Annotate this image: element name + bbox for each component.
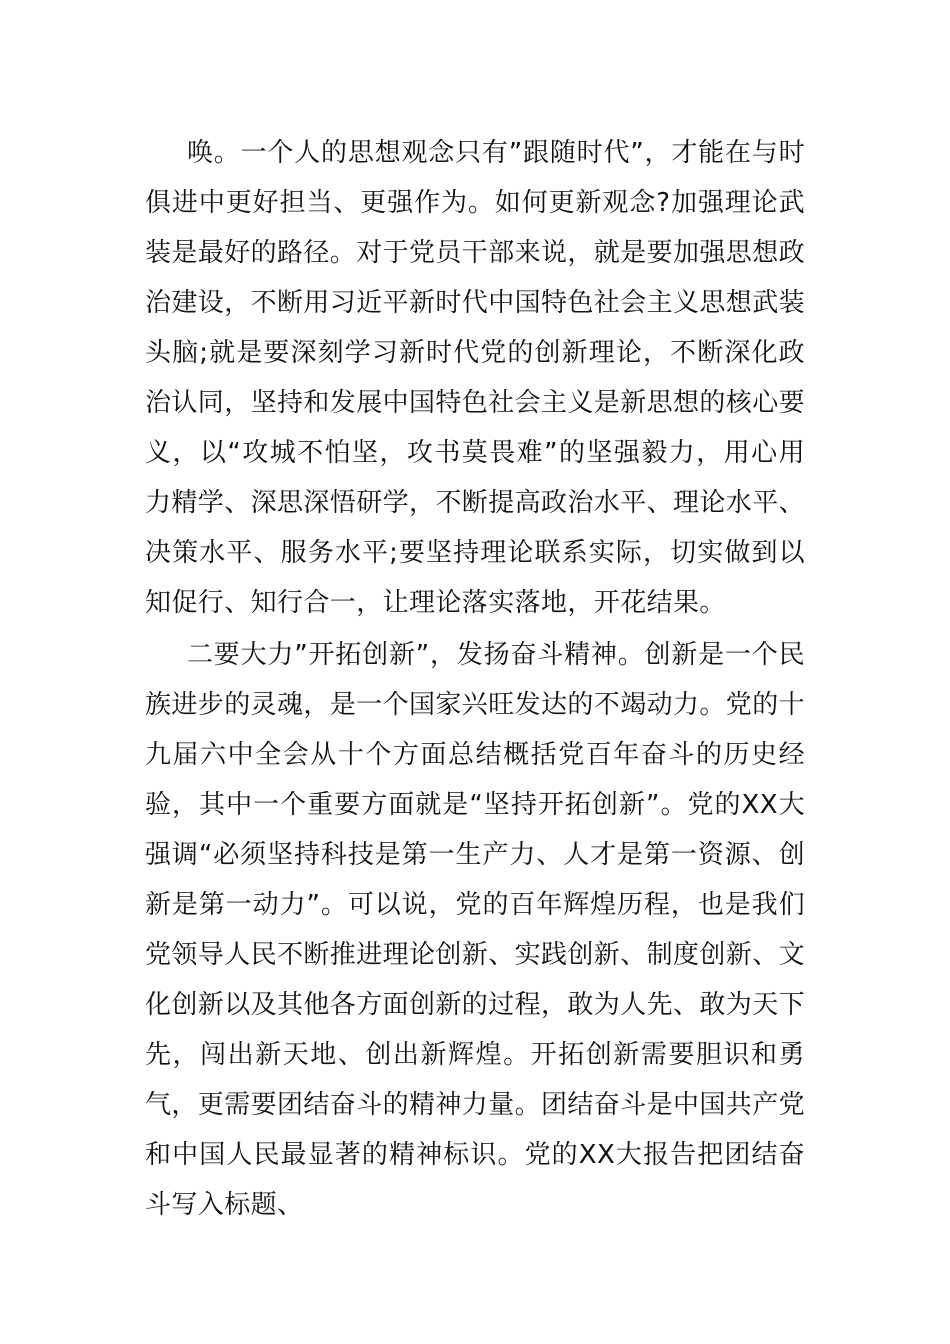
document-body bbox=[145, 128, 805, 1230]
paragraph-1: 唤。一个人的思想观念只有”跟随时代”，才能在与时俱进中更好担当、更强作为。如何更新观念?加强理论武装是最好的路径。对于党员干部来说，就是要加强思想政治建设，不断用习近平新时代中国特色社会主义思想武装头脑;就是要深刻学习新时代党的创新理论，不断深化政治认同，坚持和发展中国特色社会主义是新思想的核心要义，以“攻城不怕坚，攻书莫畏难”的坚强毅力，用心用力精学、深思深悟研学，不断提高政治水平、理论水平、决策水平、服务水平;要坚持理论联系实际，切实做到以知促行、知行合一，让理论落实落地，开花结果。 bbox=[145, 138, 806, 618]
paragraph-2: 二要大力”开拓创新”，发扬奋斗精神。创新是一个民族进步的灵魂，是一个国家兴旺发达的不竭动力。党的十九届六中全会从十个方面总结概括党百年奋斗的历史经验，其中一个重要方面就是“坚持开拓创新”。党的XX大强调“必须坚持科技是第一生产力、人才是第一资源、创新是第一动力”。可以说，党的百年辉煌历程，也是我们党领导人民不断推进理论创新、实践创新、制度创新、文化创新以及其他各方面创新的过程，敢为人先、敢为天下先，闯出新天地、创出新辉煌。开拓创新需要胆识和勇气，更需要团结奋斗的精神力量。团结奋斗是中国共产党和中国人民最显著的精神标识。党的XX大报告把团结奋斗写入标题、 bbox=[145, 640, 806, 1220]
